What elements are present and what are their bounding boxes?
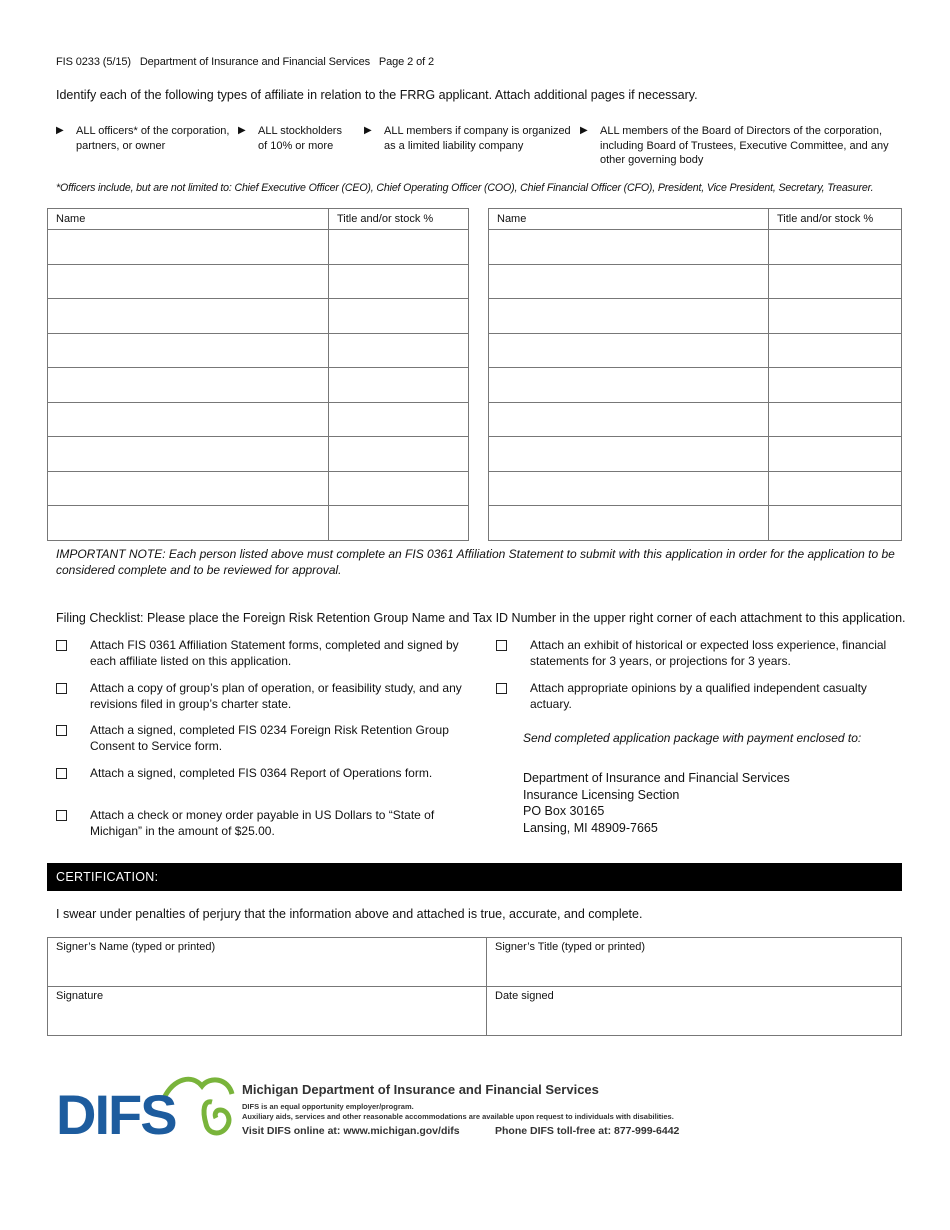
triangle-bullet-icon: ▶ bbox=[238, 125, 246, 136]
triangle-bullet-icon: ▶ bbox=[56, 125, 64, 136]
name-cell[interactable] bbox=[489, 471, 769, 506]
signature-field[interactable]: Signature bbox=[48, 987, 487, 1036]
title-cell[interactable] bbox=[329, 506, 469, 541]
page-number: Page 2 of 2 bbox=[378, 56, 435, 68]
name-cell[interactable] bbox=[48, 230, 329, 265]
name-cell[interactable] bbox=[489, 264, 769, 299]
column-header-title: Title and/or stock % bbox=[769, 209, 902, 230]
affiliate-table-left bbox=[47, 208, 469, 541]
column-header-name: Name bbox=[489, 209, 769, 230]
checkbox[interactable] bbox=[496, 640, 507, 651]
title-cell[interactable] bbox=[769, 437, 902, 472]
name-cell[interactable] bbox=[489, 437, 769, 472]
accommodation-statement: Auxiliary aids, services and other reasonable accommodations are available upon request to individuals with disabilities. bbox=[242, 1112, 674, 1121]
name-cell[interactable] bbox=[489, 402, 769, 437]
officers-footnote: *Officers include, but are not limited to: Chief Executive Officer (CEO), Chief Operating Officer (COO), Chief Financial Officer (CFO), President, Vice President, Secretary, Treasurer. bbox=[56, 182, 874, 194]
checkbox[interactable] bbox=[56, 683, 67, 694]
title-cell[interactable] bbox=[769, 471, 902, 506]
title-cell[interactable] bbox=[329, 230, 469, 265]
checkbox[interactable] bbox=[56, 640, 67, 651]
title-cell[interactable] bbox=[329, 333, 469, 368]
name-cell[interactable] bbox=[48, 333, 329, 368]
title-cell[interactable] bbox=[769, 506, 902, 541]
phone-text: Phone DIFS toll-free at: 877-999-6442 bbox=[495, 1125, 680, 1137]
name-cell[interactable] bbox=[48, 264, 329, 299]
column-header-title: Title and/or stock % bbox=[329, 209, 469, 230]
checklist-title: Filing Checklist: Please place the Foreign Risk Retention Group Name and Tax ID Number in the upper right corner of each attachment to this application. bbox=[56, 611, 906, 625]
title-cell[interactable] bbox=[329, 402, 469, 437]
important-note: IMPORTANT NOTE: Each person listed above must complete an FIS 0361 Affiliation Statement to submit with this application in order for the application to be considered complete and to be reviewed for approval. bbox=[56, 547, 895, 577]
triangle-bullet-icon: ▶ bbox=[580, 125, 588, 136]
certification-bar: CERTIFICATION: bbox=[47, 863, 902, 891]
name-cell[interactable] bbox=[48, 437, 329, 472]
name-cell[interactable] bbox=[48, 368, 329, 403]
title-cell[interactable] bbox=[329, 368, 469, 403]
name-cell[interactable] bbox=[489, 230, 769, 265]
logo-text: DIFS bbox=[56, 1083, 176, 1138]
certification-statement: I swear under penalties of perjury that the information above and attached is true, accurate, and complete. bbox=[56, 907, 643, 921]
send-instructions: Send completed application package with payment enclosed to: bbox=[523, 731, 862, 745]
name-cell[interactable] bbox=[489, 506, 769, 541]
title-cell[interactable] bbox=[329, 264, 469, 299]
triangle-bullet-icon: ▶ bbox=[364, 125, 372, 136]
website-text: Visit DIFS online at: www.michigan.gov/difs bbox=[242, 1125, 460, 1137]
title-cell[interactable] bbox=[769, 299, 902, 334]
name-cell[interactable] bbox=[48, 471, 329, 506]
department-name: Department of Insurance and Financial Services bbox=[139, 56, 370, 68]
name-cell[interactable] bbox=[489, 368, 769, 403]
title-cell[interactable] bbox=[329, 471, 469, 506]
form-header bbox=[56, 56, 434, 68]
title-cell[interactable] bbox=[329, 299, 469, 334]
agency-name: Michigan Department of Insurance and Financial Services bbox=[242, 1082, 599, 1097]
signer-title-field[interactable]: Signer’s Title (typed or printed) bbox=[487, 938, 902, 987]
name-cell[interactable] bbox=[489, 333, 769, 368]
affiliate-table-right bbox=[488, 208, 902, 541]
name-cell[interactable] bbox=[48, 299, 329, 334]
name-cell[interactable] bbox=[48, 506, 329, 541]
signature-table bbox=[47, 937, 902, 1036]
title-cell[interactable] bbox=[769, 264, 902, 299]
checkbox[interactable] bbox=[496, 683, 507, 694]
intro-text: Identify each of the following types of affiliate in relation to the FRRG applicant. Attach additional pages if necessary. bbox=[56, 88, 698, 102]
checkbox[interactable] bbox=[56, 725, 67, 736]
logo-six-swirl bbox=[204, 1102, 229, 1133]
name-cell[interactable] bbox=[489, 299, 769, 334]
checkbox[interactable] bbox=[56, 768, 67, 779]
form-id: FIS 0233 (5/15) bbox=[56, 56, 131, 68]
date-signed-field[interactable]: Date signed bbox=[487, 987, 902, 1036]
title-cell[interactable] bbox=[769, 368, 902, 403]
mailing-address: Department of Insurance and Financial Services Insurance Licensing Section PO Box 30165 Lansing, MI 48909-7665 bbox=[523, 771, 790, 835]
eeo-statement: DIFS is an equal opportunity employer/program. bbox=[242, 1102, 414, 1111]
name-cell[interactable] bbox=[48, 402, 329, 437]
title-cell[interactable] bbox=[329, 437, 469, 472]
checkbox[interactable] bbox=[56, 810, 67, 821]
difs-logo bbox=[56, 1076, 236, 1138]
column-header-name: Name bbox=[48, 209, 329, 230]
title-cell[interactable] bbox=[769, 333, 902, 368]
title-cell[interactable] bbox=[769, 402, 902, 437]
title-cell[interactable] bbox=[769, 230, 902, 265]
signer-name-field[interactable]: Signer’s Name (typed or printed) bbox=[48, 938, 487, 987]
